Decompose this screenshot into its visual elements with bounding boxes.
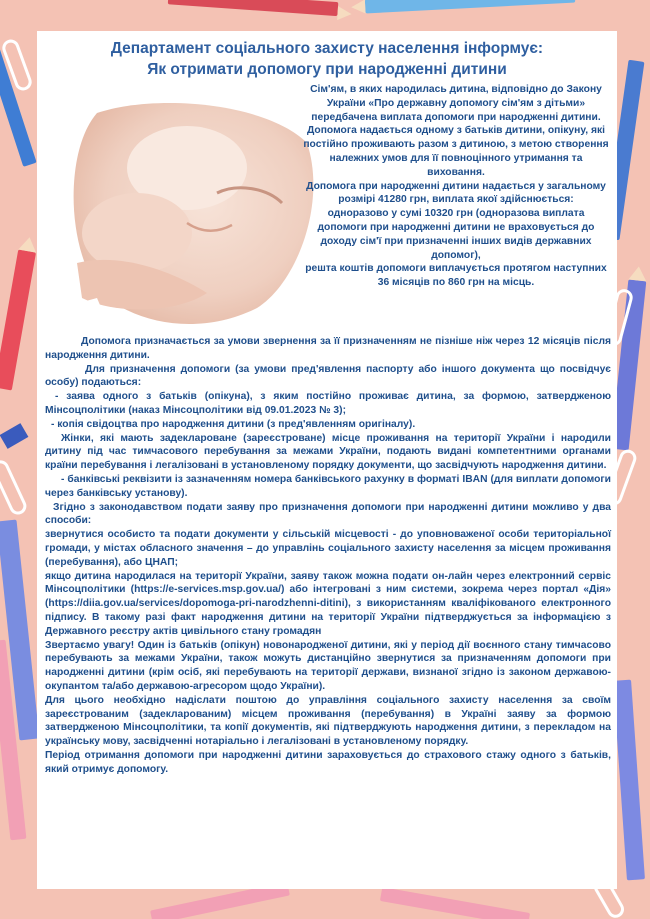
pencil-icon	[613, 680, 645, 881]
intro-paragraph: Допомога надається одному з батьків дитини, опікуну, які постійно проживають разом з дитиною, з метою створення належних умов для її повноцінного утримання та виховання.	[303, 125, 609, 178]
body-paragraph: Період отримання допомоги при народженні дитини зараховується до страхового стажу одного з батьків, який отримує допомогу.	[45, 749, 611, 775]
page-title	[37, 38, 617, 80]
body-paragraph: Для призначення допомоги (за умови пред'явлення паспорту або іншого документа що посвідчує особу) подаються:	[45, 363, 611, 389]
baby-photo	[37, 83, 329, 345]
body-paragraph: Згідно з законодавством подати заяву про призначення допомоги при народженні дитини можливо у два способи:	[45, 501, 611, 527]
body-paragraph: Жінки, які мають задекларованe (зареєстроване) місце проживання на території України і народили дитину під час тимчасового перебування за межами України, подають видані компетентними органами країни перебування і легалізовані в установленому порядку документи, що засвідчують народження дитини.	[45, 432, 611, 472]
binder-clip-icon	[0, 423, 28, 449]
body-paragraph: Для цього необхідно надіслати поштою до управління соціального захисту населення за своїм зареєстрованим (задекларованим) місцем проживання (перебування) в Україні заяву за формою затвердженою Мінсоцполітики, та копії документів, які підтверджують народження дитини, з перекладом на українську мову, засвідченні нотаріально і легалізовані в установленому порядку.	[45, 694, 611, 748]
pencil-icon	[380, 887, 530, 919]
intro-paragraph: Допомога при народженні дитини надається у загальному розмірі 41280 грн, виплата якої здійснюється:	[306, 180, 606, 206]
intro-paragraph: решта коштів допомоги виплачується протягом наступних 36 місяців по 860 грн на місць.	[305, 263, 607, 289]
body-paragraph: якщо дитина народилася на території України, заяву також можна подати он-лайн через електронний сервіс Мінсоцполітики (https://e-services.msp.gov.ua/) або інтегровані з ним системи, зокрема через портал «Дія» (https://diia.gov.ua/services/dopomoga-pri-narodzhenni-ditini), з використанням кваліфікованого електронного підпису. В такому разі факт народження дитини на території України підтверджується за інформацією з Державного реєстру актів цивільного стану громадян	[45, 570, 611, 637]
intro-paragraph: одноразово у сумі 10320 грн (одноразова виплата допомоги при народженні дитини не враховується до доходу сім'ї при призначенні інших видів державних допомог),	[317, 208, 595, 261]
intro-paragraph: Сім'ям, в яких народилась дитина, відповідно до Закону України «Про державну допомогу сім'ям з дітьми» передбачена виплата допомоги при народженні дитини.	[310, 84, 602, 123]
body-paragraph: - банківські реквізити із зазначенням номера банківського рахунку в форматі IBAN (для виплати допомоги через банківську установу).	[45, 473, 611, 499]
pencil-icon	[0, 236, 38, 391]
body-text	[45, 335, 611, 777]
body-paragraph: Допомога призначається за умови звернення за її призначенням не пізніше ніж через 12 місяців після народження дитини.	[45, 336, 611, 361]
info-sheet	[37, 31, 617, 889]
body-paragraph: Звертаємо увагу! Один із батьків (опікун) новонародженої дитини, які у період дії воєнного стану тимчасово перебувають за межами України, також можуть дистанційно звернутися за призначенням допомоги при народженні дитини (крім осіб, які перебувають на території держави, визнаної згідно із законом державою-окупантом та/або державою-агресором щодо України).	[45, 639, 611, 692]
title-line-1: Департамент соціального захисту населення інформує:	[110, 40, 544, 57]
body-paragraph: звернутися особисто та подати документи у сільській місцевості - до уповноваженої особи територіальної громади, у містах обласного значення – до управлінь соціального захисту населення за місцем проживання (перебування), або ЦНАП;	[45, 529, 611, 568]
title-line-2: Як отримати допомогу при народженні дитини	[147, 61, 507, 78]
body-paragraph: - копія свідоцтва про народження дитини (з пред'явленням оригіналу).	[51, 418, 416, 430]
pencil-icon	[168, 0, 352, 21]
intro-block	[303, 83, 609, 290]
pencil-icon	[351, 0, 575, 14]
body-paragraph: - заява одного з батьків (опікуна), з яким постійно проживає дитина, за формою, затвердженою Мінсоцполітики (наказ Мінсоцполітики від 09.01.2023 № 3);	[45, 391, 611, 416]
